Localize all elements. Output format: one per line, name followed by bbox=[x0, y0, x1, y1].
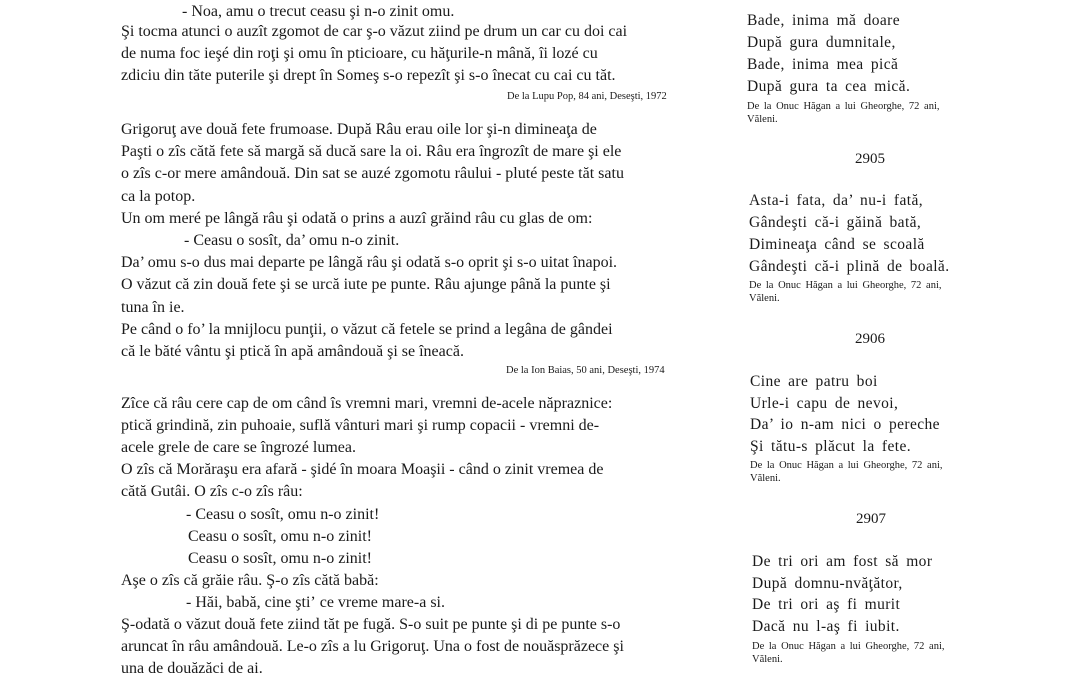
text-line: Grigoruţ ave două fete frumoase. După Râu erau oile lor şi-n dimineaţa de bbox=[121, 121, 597, 138]
source-note: De la Lupu Pop, 84 ani, Deseşti, 1972 bbox=[507, 91, 667, 102]
text-line: Aşe o zîs că grăie râu. Ş-o zîs cătă babă: bbox=[121, 572, 379, 589]
verse-line: Gândeşti că-i găină bată, bbox=[749, 214, 922, 231]
text-line: cătă Gutâi. O zîs c-o zîs râu: bbox=[121, 483, 303, 500]
source-note: De la Onuc Hăgan a lui Gheorghe, 72 ani, bbox=[750, 460, 943, 471]
verse-line: Urle-i capu de nevoi, bbox=[750, 395, 899, 412]
text-line: - Hăi, babă, cine ştiʼ ce vreme mare-a si. bbox=[186, 594, 445, 611]
verse-line: Bade, inima mă doare bbox=[747, 12, 901, 29]
text-line: O zîs că Morăraşu era afară - şidé în moara Moaşii - când o zinit vremea de bbox=[121, 461, 604, 478]
text-line: aruncat în râu amândouă. Le-o zîs a lu Grigoruţ. Una o fost de nouăsprăzece şi bbox=[121, 638, 624, 655]
verse-line: Dimineaţa când se scoală bbox=[749, 236, 925, 253]
source-note: Văleni. bbox=[750, 473, 781, 484]
text-line: O văzut că zin două fete şi se urcă iute pe punte. Râu ajunge până la punte şi bbox=[121, 276, 611, 293]
text-line: Ceasu o sosît, omu n-o zinit! bbox=[188, 550, 372, 567]
source-note: Văleni. bbox=[747, 114, 778, 125]
text-line: - Ceasu o sosît, da’ omu n-o zinit. bbox=[184, 232, 400, 249]
poem-number: 2907 bbox=[856, 511, 886, 527]
text-line: - Noa, amu o trecut ceasu şi n-o zinit omu. bbox=[182, 3, 455, 20]
verse-line: După domnu-nvăţător, bbox=[752, 575, 903, 592]
poem-number: 2906 bbox=[855, 331, 885, 347]
verse-line: Gândeşti că-i plină de boală. bbox=[749, 258, 950, 275]
text-line: Paşti o zîs cătă fete să margă să ducă sare la oi. Râu era îngrozît de mare şi ele bbox=[121, 143, 622, 160]
source-note: De la Onuc Hăgan a lui Gheorghe, 72 ani, bbox=[749, 280, 942, 291]
verse-line: După gura ta cea mică. bbox=[747, 78, 911, 95]
text-line: acele grele de care se îngrozé lumea. bbox=[121, 439, 356, 456]
verse-line: Dacă nu l-aş fi iubit. bbox=[752, 618, 900, 635]
text-line: Un om meré pe lângă râu şi odată o prins a auzî grăind râu cu glas de om: bbox=[121, 210, 593, 227]
text-line: una de douăzăci de ai. bbox=[121, 660, 263, 677]
text-line: Ş-odată o văzut două fete ziind tăt pe fugă. S-o suit pe punte şi di pe punte s-o bbox=[121, 616, 621, 633]
verse-line: Cine are patru boi bbox=[750, 373, 878, 390]
verse-line: Asta-i fata, da’ nu-i fată, bbox=[749, 192, 923, 209]
source-note: De la Onuc Hăgan a lui Gheorghe, 72 ani, bbox=[752, 641, 945, 652]
text-line: zdiciu din tăte puterile şi drept în Someş s-o repezît şi s-o înecat cu cai cu tăt. bbox=[121, 67, 616, 84]
verse-line: De tri ori aş fi murit bbox=[752, 596, 901, 613]
text-line: o zîs c-or mere amândouă. Din sat se auzé zgomotu râului - pluté peste tăt satu bbox=[121, 165, 624, 182]
text-line: Şi tocma atunci o auzît zgomot de car ş-o văzut ziind pe drum un car cu doi cai bbox=[121, 23, 628, 40]
verse-line: Da’ io n-am nici o pereche bbox=[750, 416, 940, 433]
source-note: Văleni. bbox=[752, 654, 783, 665]
text-line: - Ceasu o sosît, omu n-o zinit! bbox=[186, 506, 380, 523]
source-note: Văleni. bbox=[749, 293, 780, 304]
text-line: ca la potop. bbox=[121, 188, 196, 205]
source-note: De la Ion Baias, 50 ani, Deseşti, 1974 bbox=[506, 365, 665, 376]
text-line: tuna în ie. bbox=[121, 299, 185, 316]
verse-line: Bade, inima mea pică bbox=[747, 56, 899, 73]
text-line: Da’ omu s-o dus mai departe pe lângă râu şi odată s-o oprit şi s-o uitat înapoi. bbox=[121, 254, 618, 271]
text-line: că le băté vântu şi ptică în apă amândouă şi se îneacă. bbox=[121, 343, 464, 360]
text-line: ptică grindină, zin puhoaie, suflă vânturi mari şi rump copacii - vremni de- bbox=[121, 417, 600, 434]
verse-line: Şi tătu-s plăcut la fete. bbox=[750, 438, 912, 455]
source-note: De la Onuc Hăgan a lui Gheorghe, 72 ani, bbox=[747, 101, 940, 112]
text-line: Pe când o fo’ la mnijlocu punţii, o văzut că fetele se prind a legâna de gândei bbox=[121, 321, 613, 338]
text-line: Zîce că râu cere cap de om când îs vremni mari, vremni de-acele năpraznice: bbox=[121, 395, 613, 412]
text-line: de numa foc ieşé din roţi şi omu în pticioare, cu hăţurile-n mână, îi lozé cu bbox=[121, 45, 598, 62]
verse-line: După gura dumnitale, bbox=[747, 34, 896, 51]
text-line: Ceasu o sosît, omu n-o zinit! bbox=[188, 528, 372, 545]
verse-line: De tri ori am fost să mor bbox=[752, 553, 933, 570]
poem-number: 2905 bbox=[855, 151, 885, 167]
